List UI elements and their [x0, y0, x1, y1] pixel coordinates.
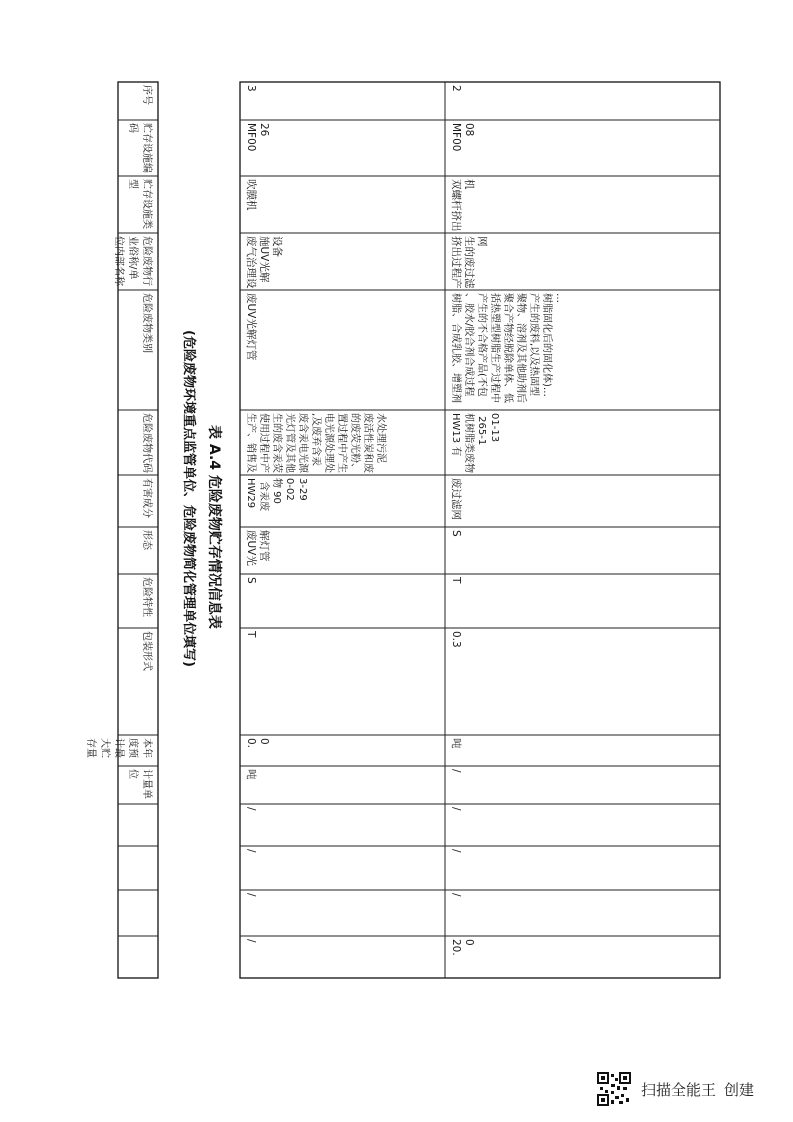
row-3-cell: 废UV光解灯管: [245, 530, 270, 566]
watermark-text: 扫描全能王: [641, 1080, 717, 1099]
row-2-cell: HW13 有 机树脂类废物 265-1 01-13: [450, 413, 500, 473]
table-body: [240, 82, 720, 978]
row-2-cell: 废过滤网: [450, 478, 462, 520]
row-2-cell: 吨: [450, 738, 462, 749]
row-3-cell: /: [245, 893, 257, 897]
row-2-cell: MF0008: [450, 123, 475, 152]
row-3-cell: 生产、销售及 使用过程中产 生的废含汞荧 光灯管及其他 废含汞电光源 ,及废弃含汞 电光源处理处 置过程中产生 的废荧光粉、 废活性炭和废 水处理污泥: [245, 413, 386, 473]
row-3-cell: HW29 含汞废 物 90 0-02 3-29: [245, 478, 308, 512]
row-2-cell: 2: [450, 85, 462, 92]
header-cell: 危险废物代码: [141, 413, 152, 473]
row-3-cell: 废UV光解灯管: [245, 293, 257, 361]
header-cell: 贮存设施类型: [127, 179, 152, 229]
row-2-cell: 双螺杆挤出机: [450, 179, 475, 232]
header-cell: 贮存设施编码: [127, 123, 152, 173]
header-cell: 序号: [141, 85, 152, 105]
row-3-cell: 0.0: [245, 738, 270, 749]
header-cell: 危险特性: [141, 577, 152, 617]
row-2-cell: /: [450, 849, 462, 853]
watermark-suffix: 创建: [724, 1080, 755, 1099]
row-2-cell: /: [450, 893, 462, 897]
row-2-cell: 树脂、合成乳胶、增塑剂 、胶水/胶合剂合成过程 产生的不合格产品(不包 括热塑型树脂生产过程中 聚合产物经脱除单体、低 聚物、溶剂及其他助剂后 产生的废料,以及热固型 树脂固化后的固化体)… …: [450, 293, 565, 403]
row-3-cell: /: [245, 807, 257, 811]
scanner-watermark: [597, 1067, 777, 1111]
qr-code-icon: [597, 1072, 631, 1106]
row-2-cell: /: [450, 807, 462, 811]
row-3-cell: /: [245, 849, 257, 853]
header-cell: 形态: [141, 530, 152, 550]
header-cell: 危险废物类别: [141, 293, 152, 353]
header-cell: 包装形式: [141, 631, 152, 671]
header-cell: 本年度预计最大贮存量: [85, 738, 152, 758]
document-title: 表 A.4 危险废物贮存情况信息表: [206, 425, 222, 629]
row-3-cell: 废气治理设施UV光解设备: [245, 236, 283, 289]
row-2-cell: /: [450, 769, 462, 773]
row-3-cell: S: [245, 577, 257, 584]
row-2-cell: 20.0: [450, 939, 475, 956]
row-3-cell: MF0026: [245, 123, 270, 152]
header-cell: 危险废物行业俗称/单位内部名称: [113, 236, 152, 286]
row-3-cell: T: [245, 631, 257, 638]
row-3-cell: 吹膜机: [245, 179, 257, 211]
row-2-cell: T: [450, 577, 462, 584]
row-3-cell: 吨: [245, 769, 257, 780]
document-subtitle: (危险废物环境重点监管单位、危险废物简化管理单位填写): [181, 330, 196, 667]
header-cell: 有害成分: [141, 478, 152, 518]
row-2-cell: S: [450, 530, 462, 537]
row-2-cell: 0.3: [450, 631, 462, 648]
row-3-cell: /: [245, 939, 257, 943]
row-3-cell: 3: [245, 85, 257, 92]
header-cell: 计量单位: [127, 769, 152, 799]
row-2-cell: 挤出过程产生的废过滤网: [450, 236, 488, 289]
